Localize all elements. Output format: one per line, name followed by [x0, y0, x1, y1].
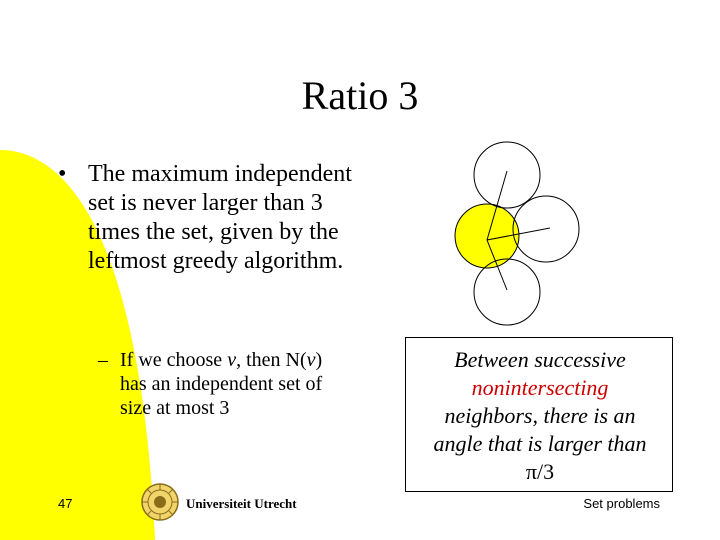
- bullet-text: The maximum independent set is never larger than 3 times the set, given by the leftmost greedy algorithm.: [88, 161, 352, 274]
- disk-neighbors-diagram: [440, 138, 600, 338]
- neighbor-disk-bottom: [474, 259, 540, 325]
- caption-text: Between successive nonintersecting neighbors, there is an angle that is larger than π/3: [406, 346, 674, 486]
- sub-bullet-text: If we choose v, then N(v) has an independent set of size at most 3: [120, 349, 323, 419]
- page-number: 47: [58, 496, 73, 511]
- logo-text: Universiteit Utrecht: [186, 496, 297, 511]
- caption-highlight: nonintersecting: [471, 375, 609, 400]
- slide-title: Ratio 3: [301, 73, 419, 118]
- sub-bullet-marker: –: [98, 349, 108, 371]
- neighbor-disk-top: [474, 142, 540, 208]
- bullet-marker: •: [58, 161, 67, 187]
- caption-box: [405, 337, 673, 492]
- footer-section-label: Set problems: [583, 496, 660, 511]
